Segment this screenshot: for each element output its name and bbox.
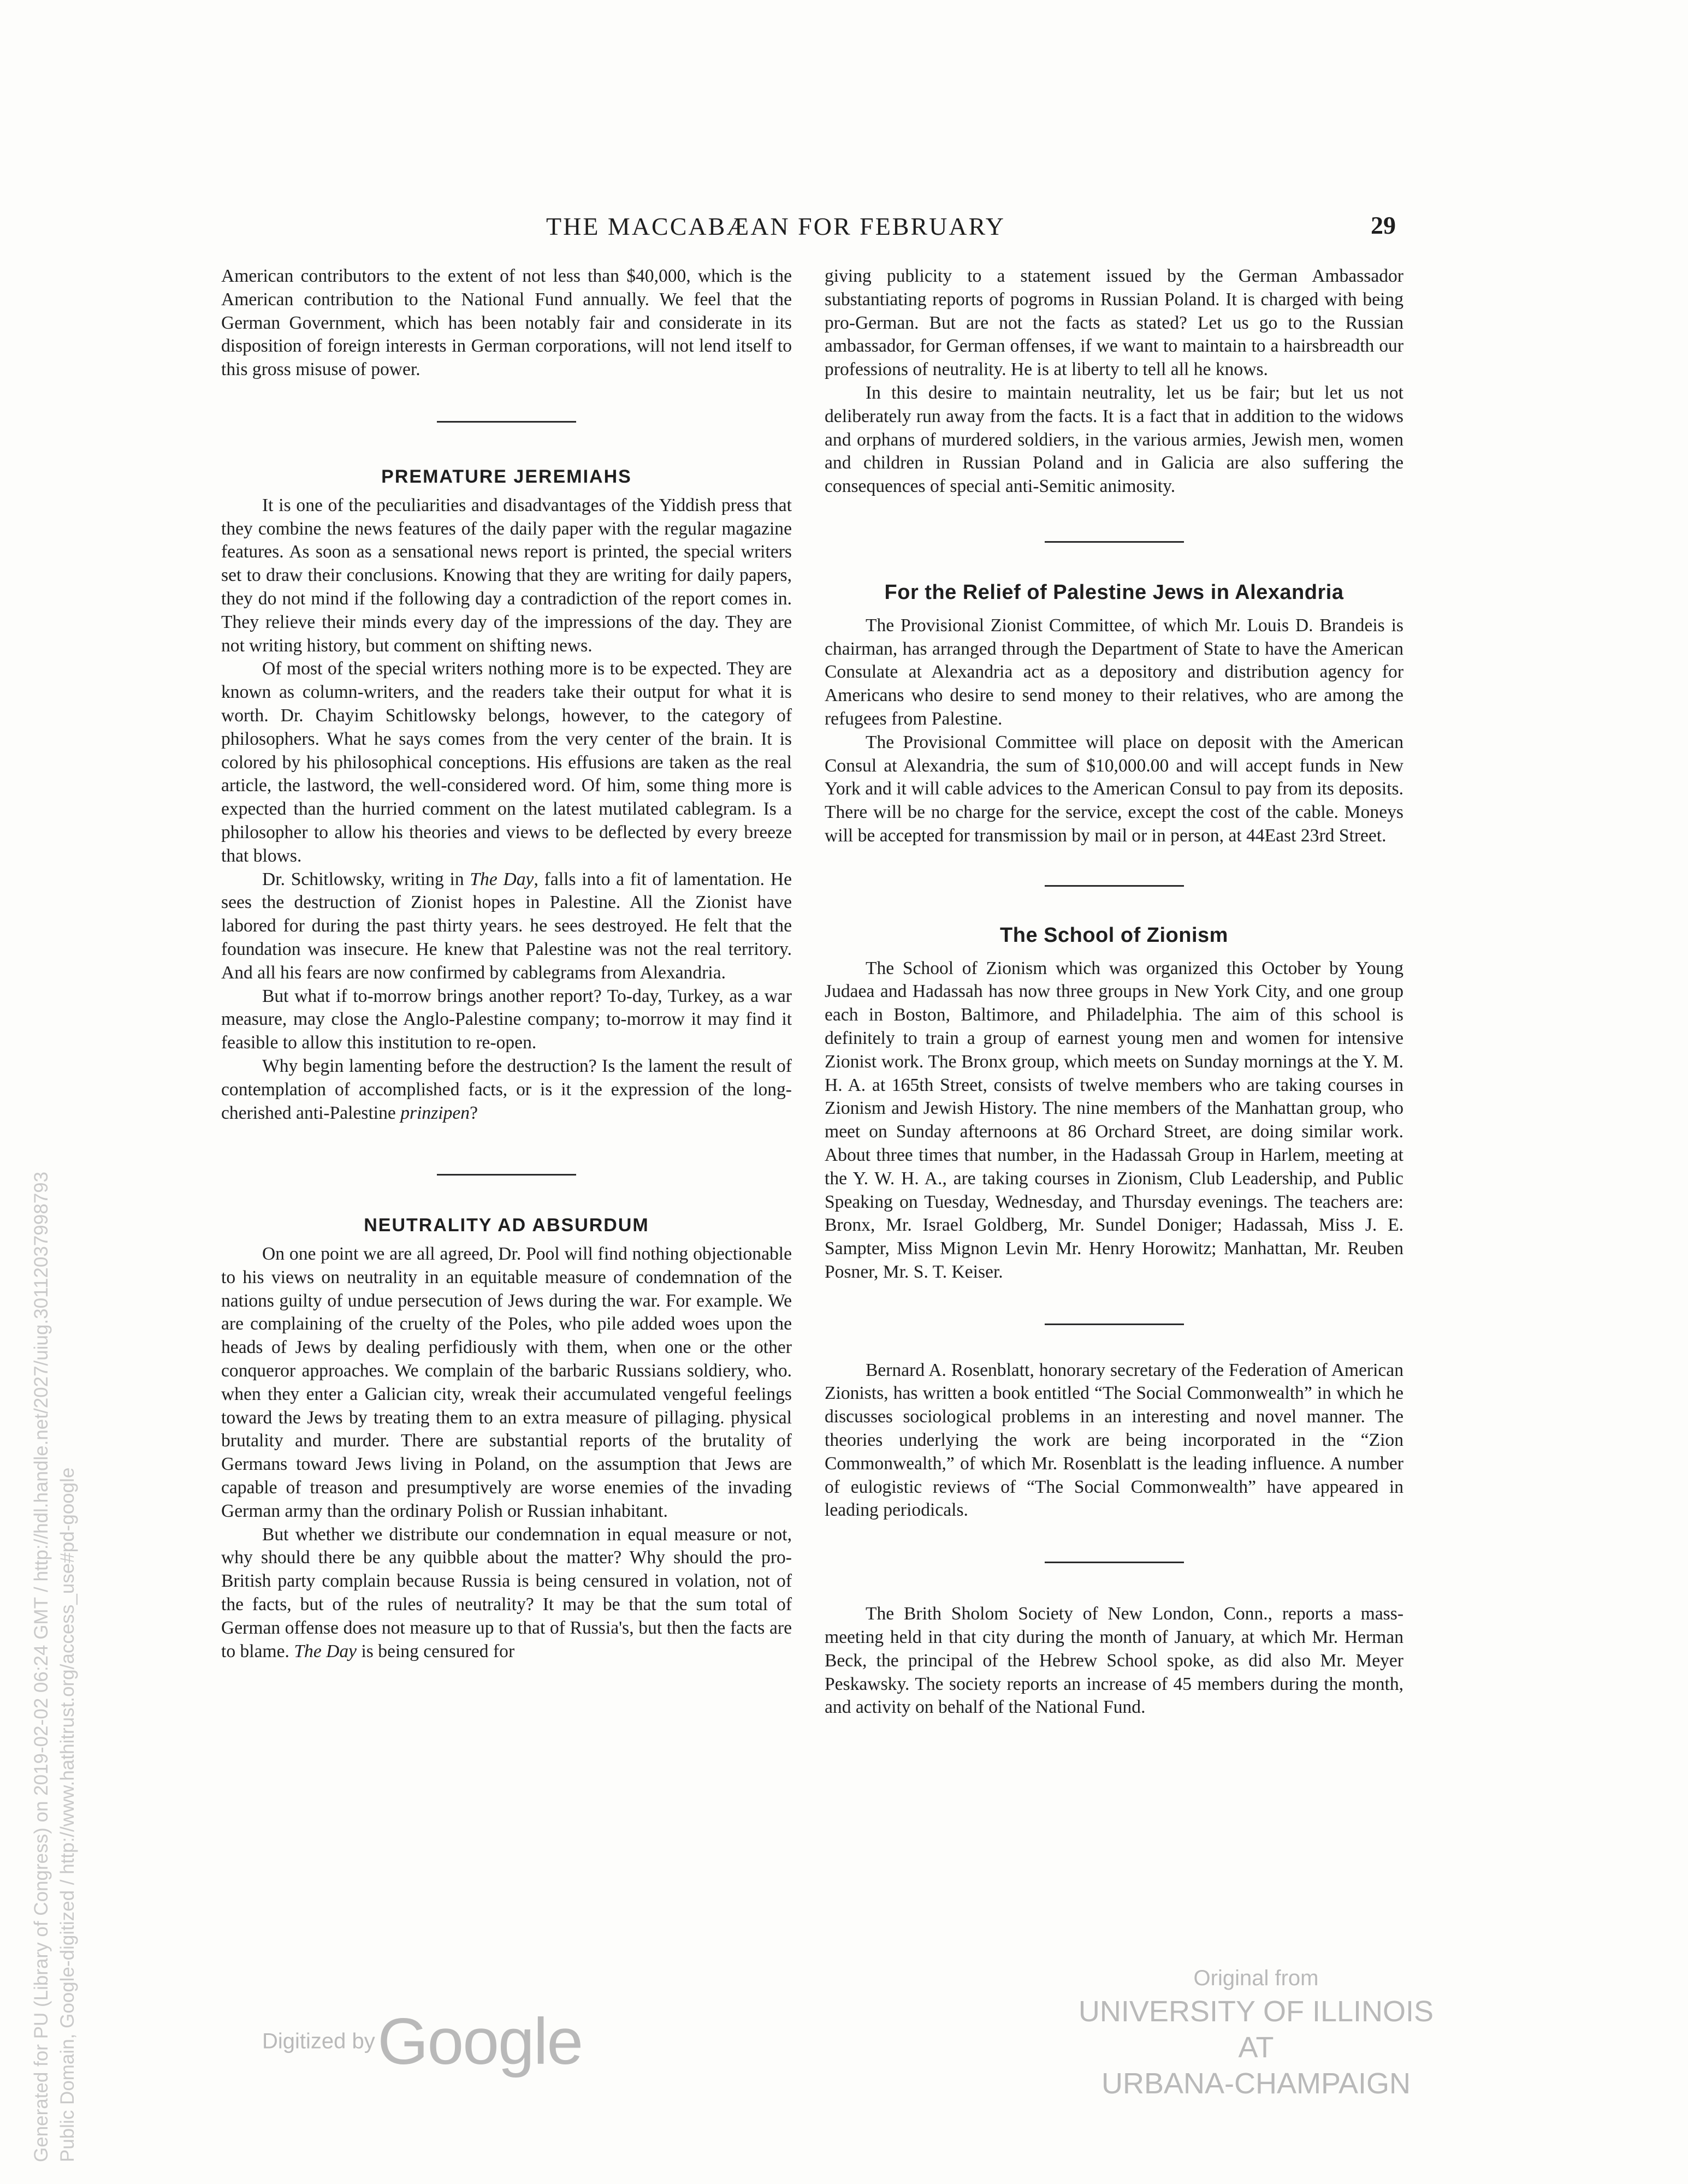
intro-paragraph: American contributors to the extent of not less than $40,000, which is the American contribution to the National Fund annually. We feel that the German Government, which has been notably fair and considerate in its disposition of foreign interests in German corporations, will not lend itself to this gross misuse of power. bbox=[221, 266, 792, 380]
neutrality-p2-text-a: But whether we distribute our condemnation in equal measure or not, why should there be any quibble about the matter? Why should the pro-British party complain because Russia is being censured in volation, not of the facts, but of the rules of neutrality? It may be that the sum total of German offense does not measure up to that of Russia's, but then the facts are to blame. bbox=[221, 1524, 792, 1661]
university-line-2: URBANA-CHAMPAIGN bbox=[1101, 2067, 1411, 2100]
university-line-1: UNIVERSITY OF ILLINOIS AT bbox=[1078, 1995, 1434, 2064]
heading-relief-palestine-jews: For the Relief of Palestine Jews in Alexandria bbox=[884, 580, 1344, 604]
jeremiahs-paragraph-3 bbox=[221, 868, 792, 985]
right-column bbox=[825, 265, 1403, 1719]
section-divider bbox=[437, 1174, 576, 1176]
school-paragraph: The School of Zionism which was organized this October by Young Judaea and Hadassah has now three groups in New York City, and one group each in Boston, Baltimore, and Philadelphia. The aim of this school is definitely to train a group of earnest young men and women for intensive Zionist work. The Bronx group, which meets on Sunday mornings at the Y. M. H. A. at 165th Street, consists of twelve members who are taking courses in Zionism and Jewish History. The nine members of the Manhattan group, who meet on Sunday afternoons at 86 Orchard Street, are doing similar work. About three times that number, in the Hadassah Group in Harlem, meeting at the Y. W. H. A., are taking courses in Zionism, Club Leadership, and Public Speaking on Tuesday, Wednesday, and Thursday evenings. The teachers are: Bronx, Mr. Israel Goldberg, Mr. Sundel Doniger; Hadassah, Miss J. E. Sampter, Miss Mignon Levin Mr. Henry Horowitz; Manhattan, Mr. Reuben Posner, Mr. S. T. Keiser. bbox=[825, 958, 1403, 1282]
page-number: 29 bbox=[1371, 211, 1396, 239]
continuation-paragraph-2: In this desire to maintain neutrality, let us be fair; but let us not deliberately run away from the facts. It is a fact that in addition to the widows and orphans of murdered soldiers, in the various armies, Jewish men, women and children in Russian Poland and in Galicia are also suffering the consequences of special anti-Semitic animosity. bbox=[825, 382, 1403, 497]
google-logo-text: Google bbox=[377, 2005, 583, 2078]
heading-school-of-zionism: The School of Zionism bbox=[1000, 923, 1228, 947]
section-divider bbox=[1045, 885, 1184, 887]
generation-watermark bbox=[28, 1172, 81, 2162]
relief-paragraph-2: The Provisional Committee will place on deposit with the American Consul at Alexandria, the sum of $10,000.00 and will accept funds in New York and it will cable advices to the American Consul to pay from its deposits. There will be no charge for the service, except the cost of the cable. Moneys will be accepted for transmission by mail or in person, at 44East 23rd Street. bbox=[825, 732, 1403, 846]
original-from-label: Original from bbox=[1193, 1966, 1319, 1990]
heading-premature-jeremiahs: PREMATURE JEREMIAHS bbox=[381, 466, 632, 487]
jeremiahs-p3-text-a: Dr. Schitlowsky, writing in bbox=[262, 869, 470, 889]
relief-paragraph-1: The Provisional Zionist Committee, of which Mr. Louis D. Brandeis is chairman, has arranged through the Department of State to have the American Consulate at Alexandria act as a depository and distribution agency for Americans who desire to send money to their relatives, who are among the refugees from Palestine. bbox=[825, 615, 1403, 729]
generation-watermark-line-1: Generated for PU (Library of Congress) on 2019-02-02 06:24 GMT / http://hdl.handle.net/2027/uiug.30112037998793 bbox=[31, 1171, 52, 2162]
jeremiahs-p3-text-b: , falls into a fit of lamentation. He sees the destruction of Zionist hopes in Palestine. All the Zionist have labored for during the past thirty years. he sees destroyed. He felt that the foundation was insecure. He knew that Palestine was not the real territory. And all his fears are now confirmed by cablegrams from Alexandria. bbox=[221, 869, 792, 983]
jeremiahs-paragraph-1: It is one of the peculiarities and disadvantages of the Yiddish press that they combine the news features of the daily paper with the regular magazine features. As soon as a sensational news report is printed, the special writers set to draw their conclusions. Knowing that they are writing for daily papers, they do not mind if the following day a contradiction of the report comes in. They relieve their minds every day of the impressions of the day. They are not writing history, but comment on shifting news. bbox=[221, 495, 792, 656]
section-divider bbox=[1045, 1324, 1184, 1325]
neutrality-paragraph-1: On one point we are all agreed, Dr. Pool will find nothing objectionable to his views on neutrality in an equitable measure of condemnation of the nations guilty of undue persecution of Jews during the war. For example. We are complaining of the cruelty of the Poles, who pile added woes upon the heads of Jews by dealing perfidiously with them, when one or the other conqueror approaches. We complain of the barbaric Russians soldiery, who. when they enter a Galician city, wreak their accumulated vengeful feelings toward the Jews by treating them to an extra measure of pillaging. physical brutality and murder. There are substantial reports of the brutality of Germans toward Jews living in Poland, on the assumption that Jews are capable of treason and presumptively are worse enemies of the invading German army than the ordinary Polish or Russian inhabitant. bbox=[221, 1244, 792, 1521]
original-from-watermark bbox=[1065, 1963, 1447, 2102]
digitized-by-label: Digitized by bbox=[262, 2029, 375, 2054]
jeremiahs-paragraph-2: Of most of the special writers nothing more is to be expected. They are known as column-writers, and the readers take their output for what it is worth. Dr. Chayim Schitlowsky belongs, however, to the category of philosophers. What he says comes from the very center of the brain. It is colored by his philosophical conceptions. His effusions are taken as the real article, the lastword, the well-considered word. Of him, some thing more is expected than the hurried comment on the latest mutilated cablegram. Is a philosopher to allow his theories and views to be deflected by every breeze that blows. bbox=[221, 658, 792, 866]
jeremiahs-paragraph-4: But what if to-morrow brings another report? To-day, Turkey, as a war measure, may close the Anglo-Palestine company; to-morrow it may find it feasible to allow this institution to re-open. bbox=[221, 986, 792, 1053]
digitized-by-google-watermark bbox=[262, 2004, 582, 2079]
continuation-paragraph-1: giving publicity to a statement issued by the German Ambassador substantiating reports of pogroms in Russian Poland. It is charged with being pro-German. But are not the facts as stated? Let us go to the Russian ambassador, for German offenses, if we want to maintain to a hairsbreadth our professions of neutrality. He is at liberty to tell all he knows. bbox=[825, 266, 1403, 380]
jeremiahs-paragraph-5 bbox=[221, 1055, 792, 1125]
section-divider bbox=[1045, 541, 1184, 543]
generation-watermark-line-2: Public Domain, Google-digitized / http://www.hathitrust.org/access_use#pd-google bbox=[57, 1467, 78, 2162]
neutrality-p2-italic: The Day bbox=[294, 1641, 357, 1661]
jeremiahs-p5-text-a: Why begin lamenting before the destruction? Is the lament the result of contemplation of accomplished facts, or is it the expression of the long-cherished anti-Palestine bbox=[221, 1055, 792, 1123]
section-divider bbox=[1045, 1562, 1184, 1563]
neutrality-paragraph-2 bbox=[221, 1523, 792, 1664]
jeremiahs-p5-text-b: ? bbox=[470, 1102, 478, 1123]
heading-neutrality-ad-absurdum: NEUTRALITY AD ABSURDUM bbox=[364, 1215, 649, 1236]
running-title: THE MACCABÆAN FOR FEBRUARY bbox=[546, 212, 1005, 240]
brith-sholom-paragraph: The Brith Sholom Society of New London, Conn., reports a mass-meeting held in that city during the month of January, at which Mr. Herman Beck, the principal of the Hebrew School spoke, as did also Mr. Meyer Peskawsky. The society reports an increase of 45 members during the month, and activity on behalf of the National Fund. bbox=[825, 1604, 1403, 1718]
rosenblatt-paragraph: Bernard A. Rosenblatt, honorary secretary of the Federation of American Zionists, has written a book entitled “The Social Commonwealth” in which he discusses sociological problems in an interesting and novel manner. The theories underlying the work are being incorporated in the “Zion Commonwealth,” of which Mr. Rosenblatt is the leading influence. A number of eulogistic reviews of “The Social Commonwealth” have appeared in leading periodicals. bbox=[825, 1360, 1403, 1521]
left-column bbox=[221, 265, 792, 1663]
section-divider bbox=[437, 421, 576, 423]
neutrality-p2-text-b: is being censured for bbox=[357, 1641, 515, 1661]
jeremiahs-p5-italic: prinzipen bbox=[400, 1102, 470, 1123]
jeremiahs-p3-italic: The Day bbox=[470, 869, 534, 889]
